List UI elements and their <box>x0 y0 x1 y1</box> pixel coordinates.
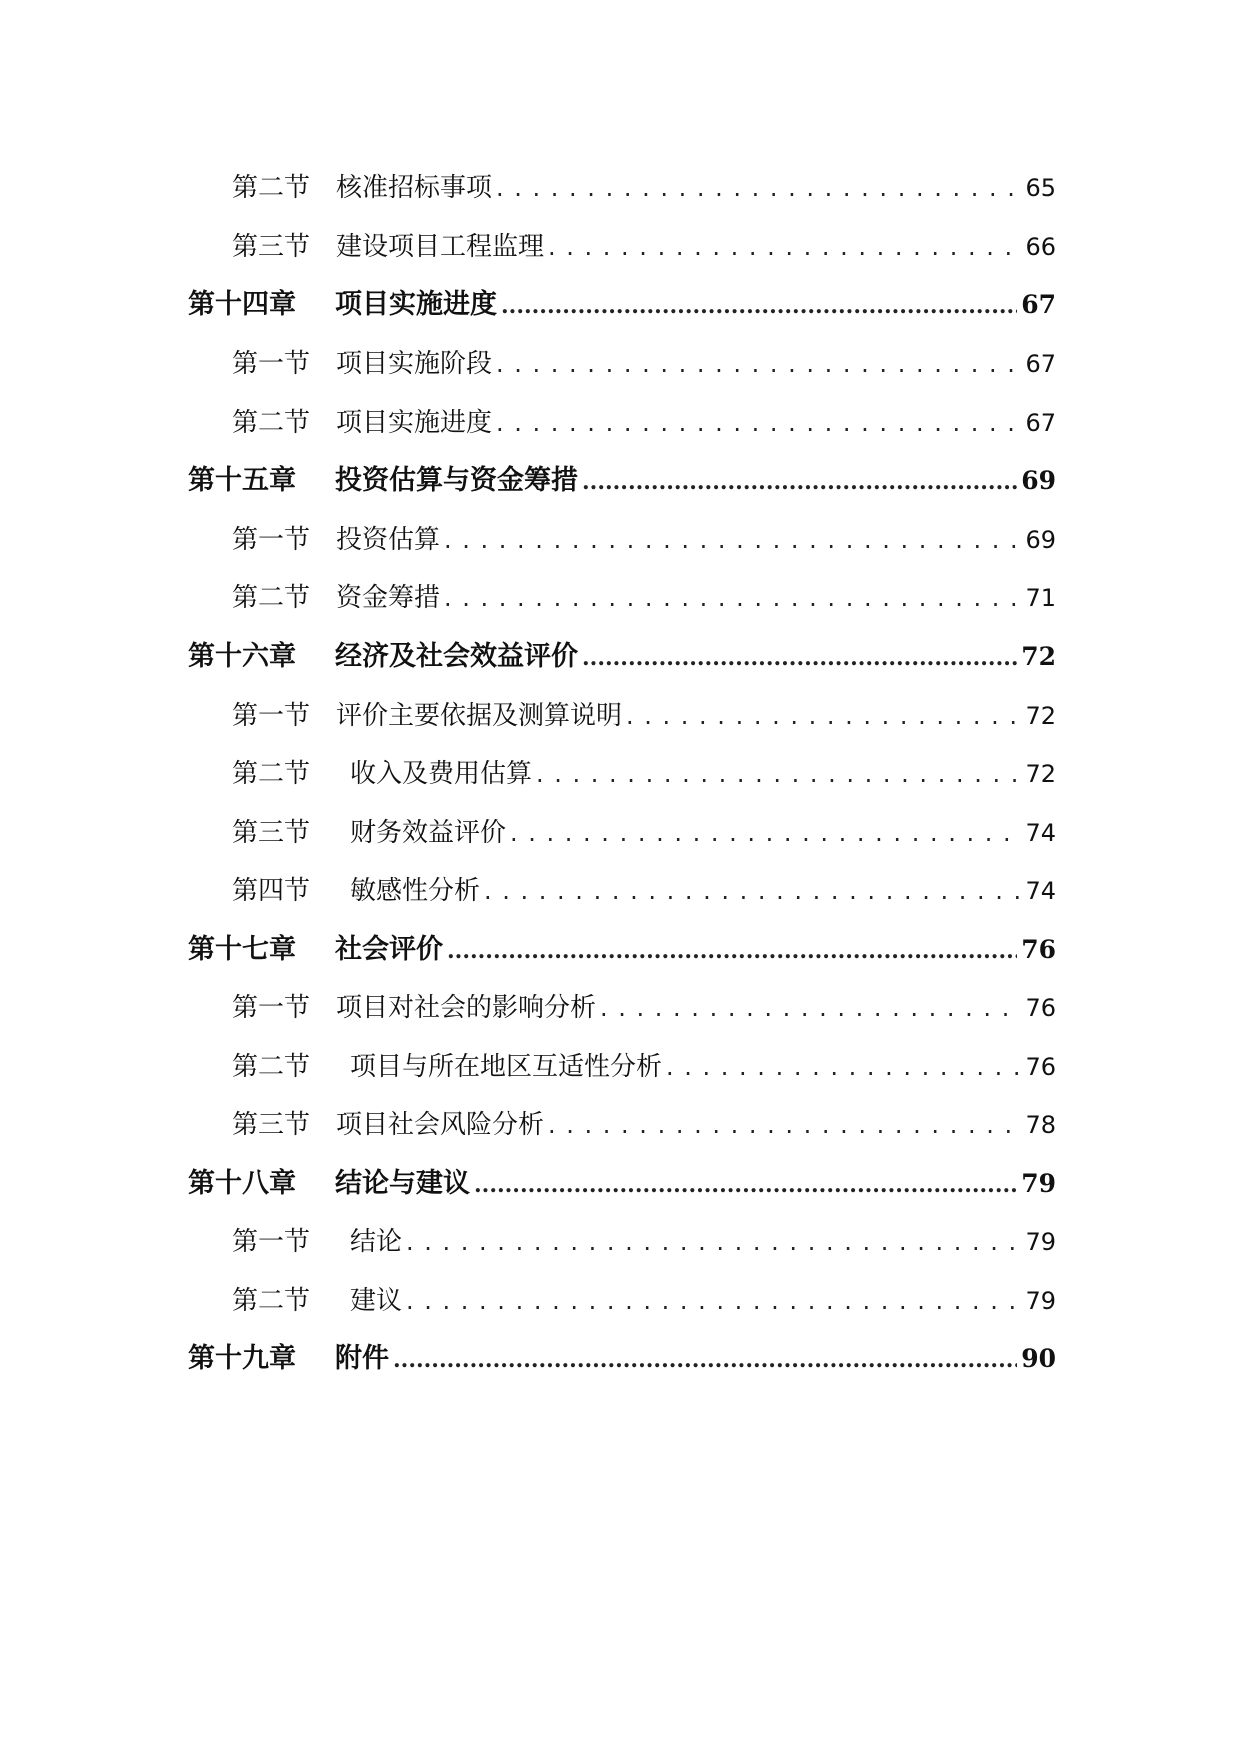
dot-leader <box>582 461 1017 502</box>
chapter-number: 第十五章 <box>188 465 296 496</box>
dot-leader <box>496 344 1021 384</box>
dot-leader <box>510 813 1021 853</box>
toc-entry-chapter[interactable] <box>188 637 1056 677</box>
toc-entry-section[interactable] <box>232 1105 1056 1145</box>
section-title: 项目与所在地区互适性分析 <box>350 1052 663 1082</box>
dot-leader <box>444 520 1021 560</box>
section-title: 评价主要依据及测算说明 <box>336 701 623 731</box>
toc-entry-section[interactable] <box>232 754 1056 794</box>
chapter-number: 第十八章 <box>188 1168 296 1199</box>
section-number: 第二节 <box>232 1286 311 1316</box>
section-title: 敏感性分析 <box>350 876 481 906</box>
page-number: 72 <box>1021 642 1056 671</box>
section-number: 第三节 <box>232 1110 311 1140</box>
dot-leader <box>484 871 1021 911</box>
toc-entry-section[interactable] <box>232 168 1056 208</box>
toc-entry-section[interactable] <box>232 813 1056 853</box>
section-number: 第一节 <box>232 993 311 1023</box>
dot-leader <box>548 227 1021 267</box>
section-number: 第二节 <box>232 583 311 613</box>
section-title: 项目对社会的影响分析 <box>336 993 597 1023</box>
page-number: 90 <box>1021 1344 1056 1373</box>
section-title: 项目实施阶段 <box>336 349 493 379</box>
toc-entry-section[interactable] <box>232 871 1056 911</box>
page-number: 67 <box>1025 350 1056 378</box>
dot-leader <box>548 1105 1021 1145</box>
page-number: 67 <box>1021 290 1056 319</box>
chapter-number: 第十七章 <box>188 934 296 965</box>
toc-entry-section[interactable] <box>232 403 1056 443</box>
dot-leader <box>496 168 1021 208</box>
dot-leader <box>447 930 1017 971</box>
chapter-title: 社会评价 <box>335 934 443 965</box>
page-number: 76 <box>1025 1053 1056 1081</box>
section-number: 第二节 <box>232 1052 311 1082</box>
toc-entry-section[interactable] <box>232 988 1056 1028</box>
dot-leader <box>496 403 1021 443</box>
page-number: 71 <box>1025 584 1056 612</box>
chapter-title: 经济及社会效益评价 <box>335 641 578 672</box>
section-title: 资金筹措 <box>336 583 441 613</box>
toc-entry-section[interactable] <box>232 227 1056 267</box>
section-title: 收入及费用估算 <box>350 759 533 789</box>
section-title: 建设项目工程监理 <box>336 232 545 262</box>
dot-leader <box>393 1339 1017 1380</box>
chapter-title: 附件 <box>335 1343 389 1374</box>
page-number: 79 <box>1025 1228 1056 1256</box>
toc-entry-chapter[interactable] <box>188 285 1056 325</box>
page-number: 76 <box>1025 994 1056 1022</box>
page-number: 78 <box>1025 1111 1056 1139</box>
page-number: 79 <box>1021 1169 1056 1198</box>
chapter-number: 第十九章 <box>188 1343 296 1374</box>
page-number: 72 <box>1025 702 1056 730</box>
chapter-number: 第十六章 <box>188 641 296 672</box>
page-number: 67 <box>1025 409 1056 437</box>
page-number: 72 <box>1025 760 1056 788</box>
dot-leader <box>406 1281 1021 1321</box>
section-title: 核准招标事项 <box>336 173 493 203</box>
chapter-title: 项目实施进度 <box>335 289 497 320</box>
page-number: 69 <box>1025 526 1056 554</box>
section-number: 第三节 <box>232 232 311 262</box>
section-number: 第三节 <box>232 818 311 848</box>
page-number: 69 <box>1021 466 1056 495</box>
dot-leader <box>666 1047 1021 1087</box>
section-number: 第二节 <box>232 408 311 438</box>
page-number: 66 <box>1025 233 1056 261</box>
page-number: 74 <box>1025 819 1056 847</box>
page-number: 79 <box>1025 1287 1056 1315</box>
page-number: 65 <box>1025 174 1056 202</box>
dot-leader <box>626 696 1021 736</box>
toc-entry-chapter[interactable] <box>188 1164 1056 1204</box>
section-number: 第四节 <box>232 876 311 906</box>
toc-entry-chapter[interactable] <box>188 1339 1056 1379</box>
chapter-title: 结论与建议 <box>335 1168 470 1199</box>
section-number: 第一节 <box>232 1227 311 1257</box>
toc-entry-section[interactable] <box>232 344 1056 384</box>
toc-entry-chapter[interactable] <box>188 930 1056 970</box>
dot-leader <box>600 988 1021 1028</box>
chapter-number: 第十四章 <box>188 289 296 320</box>
toc-entry-section[interactable] <box>232 1281 1056 1321</box>
dot-leader <box>536 754 1021 794</box>
dot-leader <box>444 578 1021 618</box>
toc-entry-section[interactable] <box>232 1047 1056 1087</box>
toc-entry-section[interactable] <box>232 578 1056 618</box>
chapter-title: 投资估算与资金筹措 <box>335 465 578 496</box>
toc-entry-section[interactable] <box>232 1222 1056 1262</box>
dot-leader <box>501 285 1017 326</box>
section-title: 投资估算 <box>336 525 441 555</box>
section-title: 项目实施进度 <box>336 408 493 438</box>
dot-leader <box>406 1222 1021 1262</box>
toc-entry-section[interactable] <box>232 520 1056 560</box>
section-number: 第一节 <box>232 525 311 555</box>
section-number: 第一节 <box>232 349 311 379</box>
section-title: 建议 <box>350 1286 403 1316</box>
section-title: 结论 <box>350 1227 403 1257</box>
toc-entry-chapter[interactable] <box>188 461 1056 501</box>
dot-leader <box>582 637 1017 678</box>
section-title: 项目社会风险分析 <box>336 1110 545 1140</box>
section-number: 第二节 <box>232 759 311 789</box>
page-number: 74 <box>1025 877 1056 905</box>
toc-entry-section[interactable] <box>232 696 1056 736</box>
section-number: 第一节 <box>232 701 311 731</box>
dot-leader <box>474 1164 1017 1205</box>
section-title: 财务效益评价 <box>350 818 507 848</box>
section-number: 第二节 <box>232 173 311 203</box>
page-number: 76 <box>1021 935 1056 964</box>
